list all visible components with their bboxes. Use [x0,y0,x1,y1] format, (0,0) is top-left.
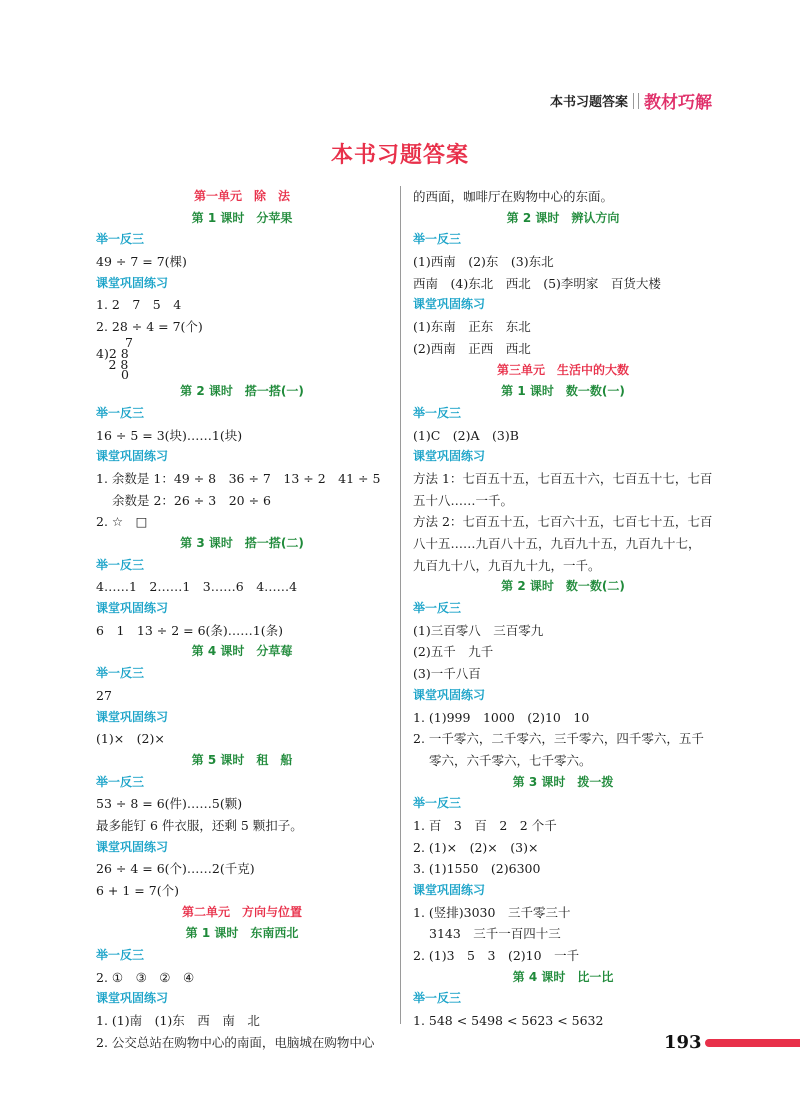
long-division-line: 4)2 8 [96,345,129,361]
answer-line: 27 [96,687,112,703]
long-division-line: 2 8 [96,356,129,372]
answer-line: 西南 (4)东北 西北 (5)李明家 百货大楼 [413,275,661,291]
answer-line: (2)五千 九千 [413,644,494,660]
lesson-heading: 第 1 课时 数一数(一) [501,384,625,399]
lesson-heading: 第 5 课时 租 船 [191,752,293,767]
section-label: 举一反三 [413,796,462,811]
section-label: 课堂巩固练习 [96,449,169,464]
lesson-heading: 第 4 课时 分草莓 [191,644,293,659]
answer-line: 1. (竖排)3030 三千零三十 [413,904,571,920]
lesson-heading: 第 2 课时 搭一搭(一) [180,384,304,399]
answer-line: (2)西南 正西 西北 [413,340,531,356]
section-label: 课堂巩固练习 [413,449,486,464]
answer-line: 1. 余数是 1：49 ÷ 8 36 ÷ 7 13 ÷ 2 41 ÷ 5 [96,470,381,486]
section-label: 举一反三 [413,991,462,1006]
section-label: 课堂巩固练习 [413,883,486,897]
answer-line: 2. 28 ÷ 4 = 7(个) [96,319,203,335]
column-divider [400,186,401,1024]
section-label: 举一反三 [413,232,462,247]
answer-line: 1. 百 3 百 2 2 个千 [413,817,557,833]
long-division-line: 0 [96,367,129,383]
answer-line: (1)西南 (2)东 (3)东北 [413,254,554,270]
section-label: 举一反三 [96,666,145,681]
lesson-heading: 第 4 课时 比一比 [512,969,614,984]
section-label: 举一反三 [96,948,145,963]
page-title: 本书习题答案 [330,142,469,168]
unit-heading: 第二单元 方向与位置 [181,904,302,919]
page-number-bar [705,1039,800,1047]
answer-line: 最多能钉 6 件衣服，还剩 5 颗扣子。 [96,817,303,833]
answer-line: 2. (1)× (2)× (3)× [413,839,539,855]
answer-line: 2. ① ③ ② ④ [96,969,195,985]
lesson-heading: 第 2 课时 辨认方向 [506,210,620,225]
unit-heading: 第一单元 除 法 [193,189,290,203]
right-column [413,186,713,1032]
section-label: 课堂巩固练习 [96,991,169,1006]
running-header [550,88,712,113]
answer-line: (3)一千八百 [413,666,481,682]
section-label: 课堂巩固练习 [413,687,486,702]
answer-line: 方法 2：七百五十五，七百六十五，七百七十五，七百 [413,514,713,530]
section-label: 举一反三 [96,232,145,247]
answer-line: (1)× (2)× [96,731,165,747]
answer-line: 6 1 13 ÷ 2 = 6(条)……1(条) [96,622,284,638]
lesson-heading: 第 3 课时 搭一搭(二) [180,536,304,550]
page-number: 193 [664,1032,702,1053]
answer-line: 26 ÷ 4 = 6(个)……2(千克) [96,861,255,877]
header-brand: 教材巧解 [644,93,712,113]
answer-line: 五十八……一千。 [413,492,514,508]
answer-line-indented: 3143 三千一百四十三 [429,926,561,942]
answer-line: 九百九十八，九百九十九，一千。 [413,557,601,573]
answer-line: 方法 1：七百五十五，七百五十六，七百五十七，七百 [413,470,713,486]
answer-line: 2. (1)3 5 3 (2)10 一千 [413,948,580,964]
lesson-heading: 第 3 课时 拨一拨 [512,774,614,789]
left-column [96,186,388,1054]
section-label: 举一反三 [413,405,462,420]
section-label: 举一反三 [96,774,145,789]
section-label: 举一反三 [413,601,462,616]
answer-line: 1. (1)999 1000 (2)10 10 [413,709,590,725]
answer-line: 2. ☆ □ [96,514,148,530]
answer-line: 3. (1)1550 (2)6300 [413,861,541,877]
section-label: 举一反三 [96,405,145,420]
answer-line: 的西面，咖啡厅在购物中心的东面。 [413,189,614,204]
answer-line: 1. (1)南 (1)东 西 南 北 [96,1013,260,1029]
unit-heading: 第三单元 生活中的大数 [496,362,629,377]
section-label: 课堂巩固练习 [96,709,169,724]
answer-line-indented: 余数是 2：26 ÷ 3 20 ÷ 6 [112,492,271,508]
answer-line: (1)C (2)A (3)B [413,427,519,443]
answer-line: 1. 548 < 5498 < 5623 < 5632 [413,1013,604,1029]
section-label: 课堂巩固练习 [96,839,169,854]
section-label: 课堂巩固练习 [96,601,169,616]
header-label: 本书习题答案 [549,95,628,110]
answer-line: 1. 2 7 5 4 [96,297,182,313]
header-separator [633,93,639,109]
section-label: 课堂巩固练习 [96,275,169,290]
answer-line: 2. 一千零六，二千零六，三千零六，四千零六，五千 [413,731,704,747]
answer-line: 53 ÷ 8 = 6(件)……5(颗) [96,796,243,812]
answer-line-indented: 零六，六千零六，七千零六。 [429,752,592,768]
answer-line: 4……1 2……1 3……6 4……4 [96,579,298,595]
long-division-line: 7 [96,334,133,350]
answer-line: 16 ÷ 5 = 3(块)……1(块) [96,427,243,443]
answer-line: (1)东南 正东 东北 [413,319,531,335]
lesson-heading: 第 1 课时 东南西北 [185,926,299,941]
answer-line: 49 ÷ 7 = 7(棵) [96,254,187,270]
section-label: 举一反三 [96,557,145,572]
answer-line: 八十五……九百八十五，九百九十五，九百九十七， [413,536,701,551]
answer-line: 6 + 1 = 7(个) [96,883,179,898]
section-label: 课堂巩固练习 [413,297,486,312]
lesson-heading: 第 1 课时 分苹果 [191,210,293,225]
lesson-heading: 第 2 课时 数一数(二) [501,579,625,594]
answer-line: (1)三百零八 三百零九 [413,622,544,638]
answer-line: 2. 公交总站在购物中心的南面，电脑城在购物中心 [96,1034,375,1050]
